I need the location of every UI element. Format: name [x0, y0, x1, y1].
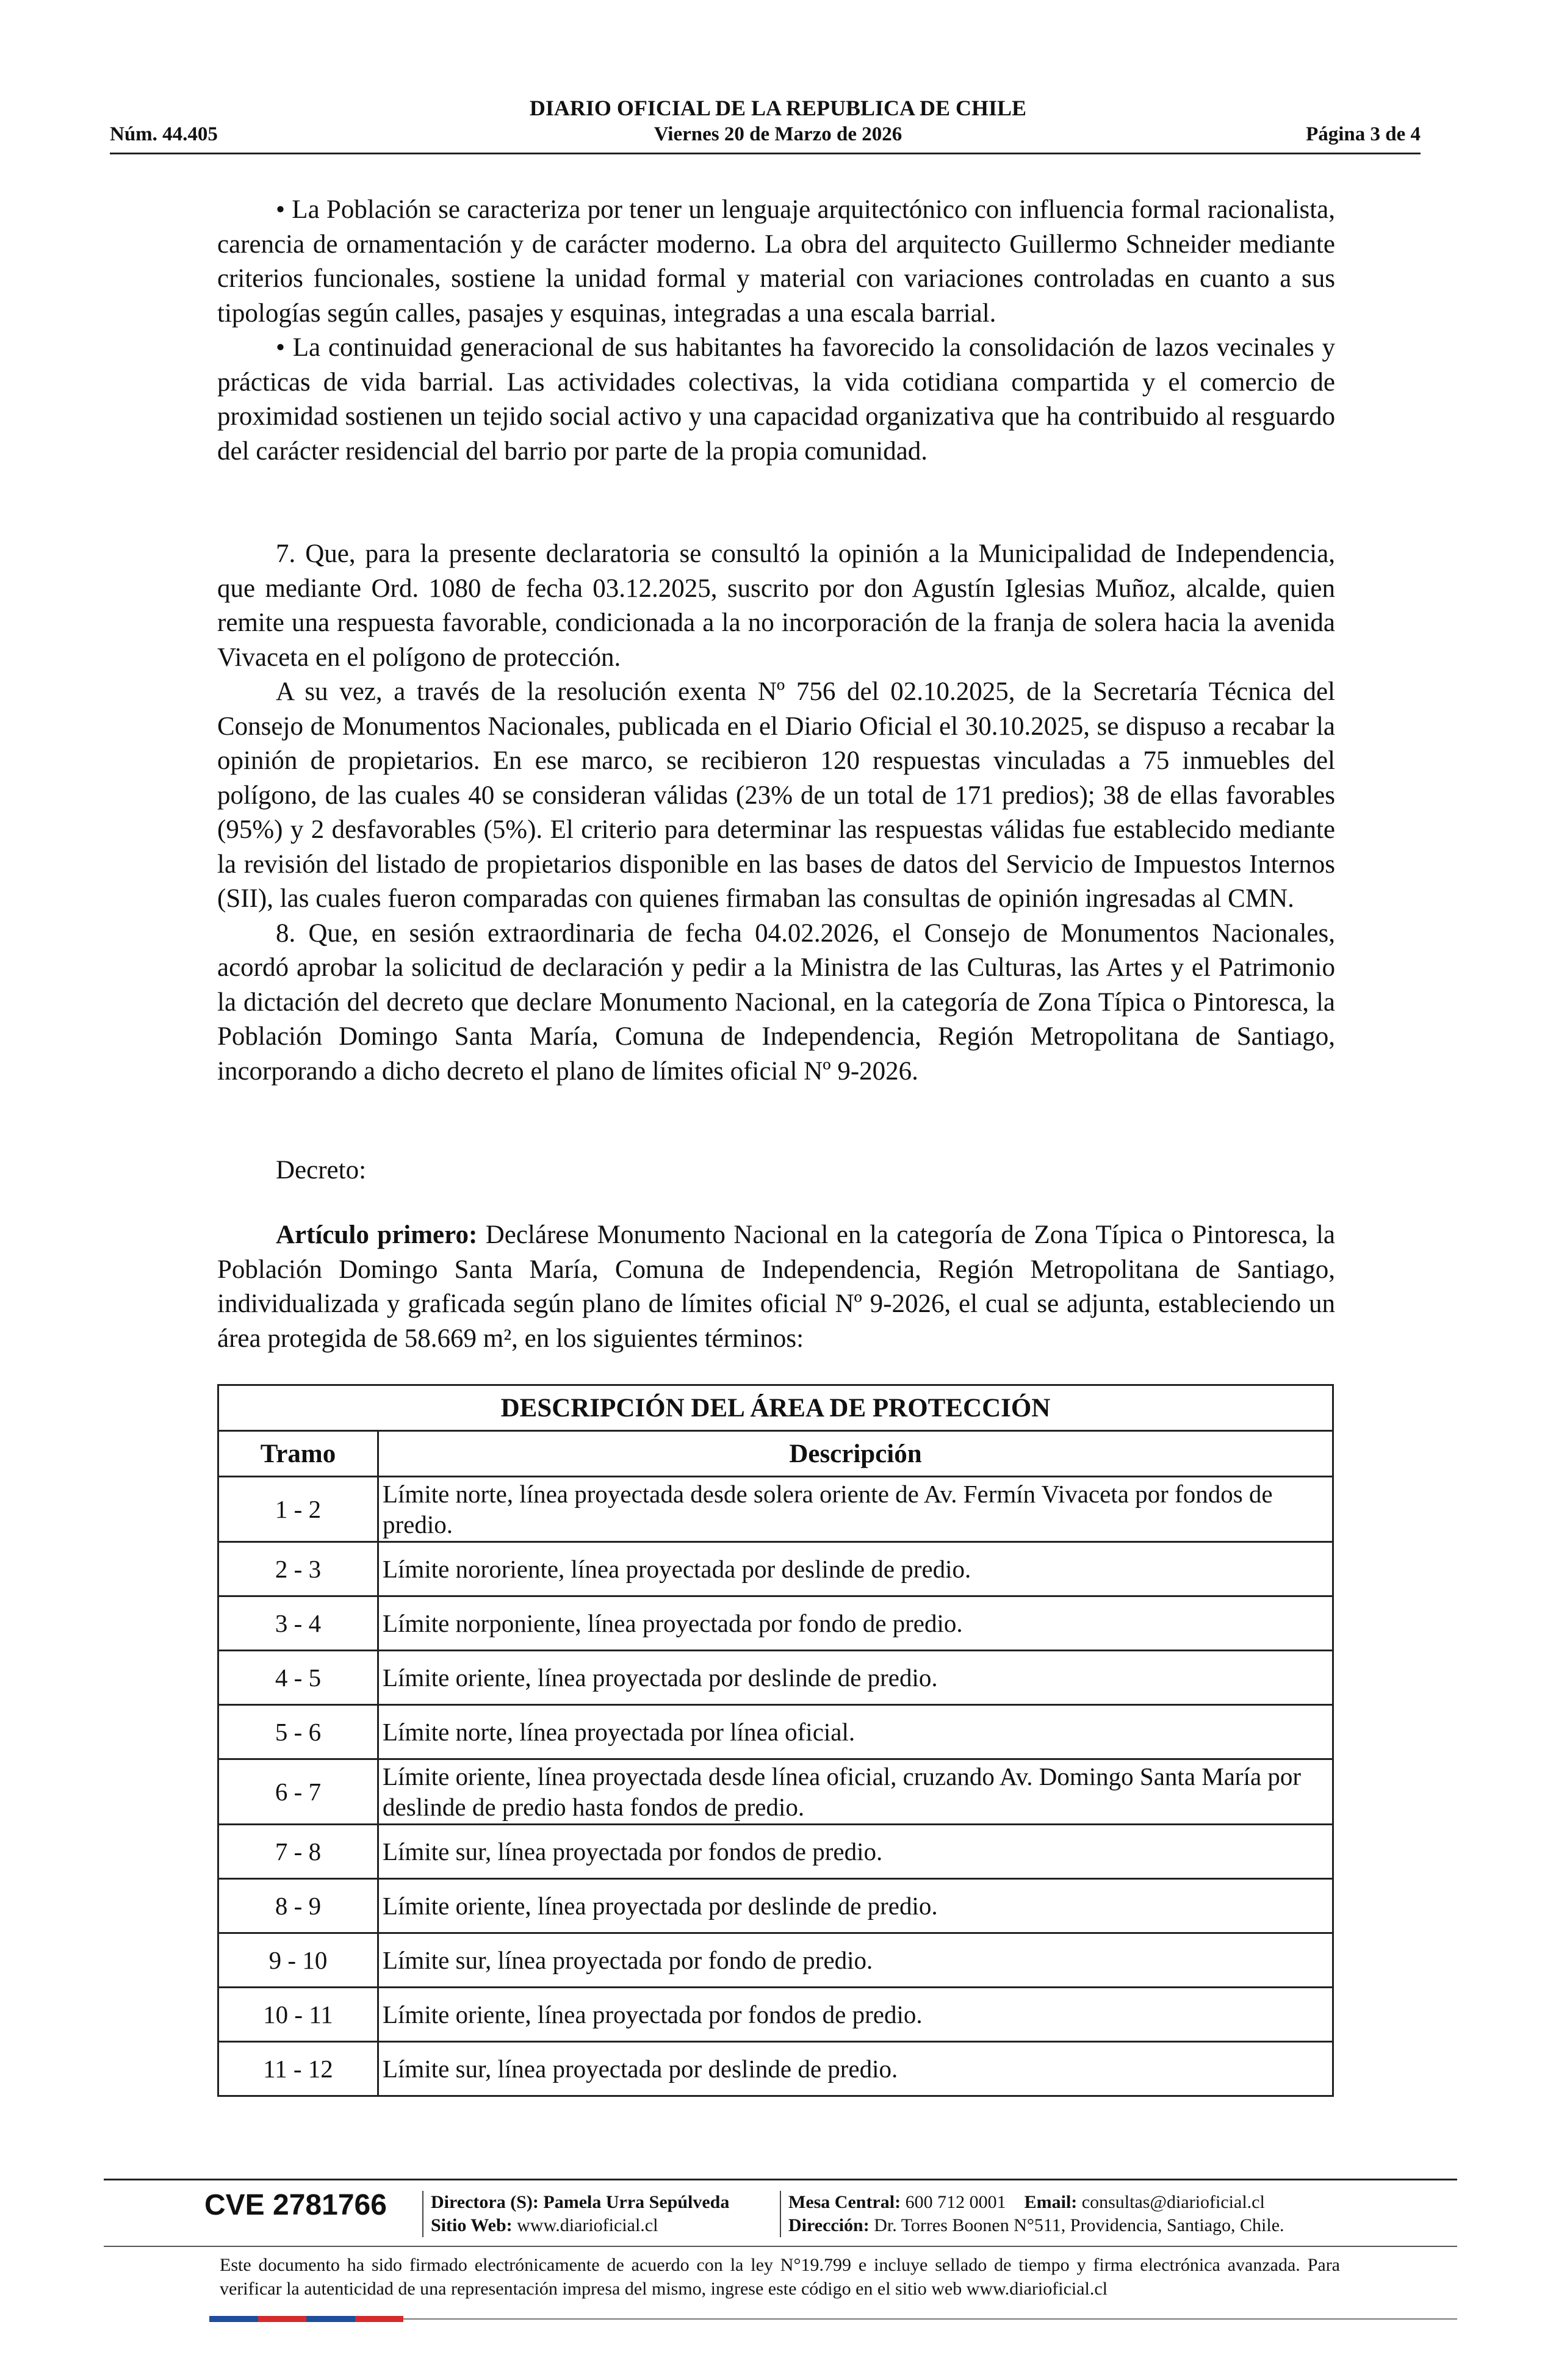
- article-label: Artículo primero:: [276, 1221, 478, 1249]
- stripe-segment: [306, 2316, 355, 2322]
- notice-divider: [104, 2246, 1457, 2247]
- table-row: [218, 1705, 1333, 1759]
- tramo-cell: 1 - 2: [218, 1477, 378, 1542]
- description-cell: Límite oriente, línea proyectada por deslinde de predio.: [378, 1651, 1333, 1705]
- footer-contact-left: [422, 2191, 729, 2237]
- bullet-list: [217, 193, 1335, 469]
- issue-number: Núm. 44.405: [110, 123, 218, 145]
- tramo-cell: 11 - 12: [218, 2042, 378, 2096]
- description-cell: Límite nororiente, línea proyectada por deslinde de predio.: [378, 1542, 1333, 1596]
- tramo-cell: 9 - 10: [218, 1933, 378, 1988]
- issue-date: Viernes 20 de Marzo de 2026: [654, 123, 902, 145]
- table-row: [218, 1759, 1333, 1825]
- article-first-paragraph: [217, 1218, 1335, 1356]
- description-cell: Límite oriente, línea proyectada por deslinde de predio.: [378, 1879, 1333, 1933]
- table-row: [218, 1477, 1333, 1542]
- website-label: Sitio Web:: [431, 2215, 513, 2235]
- tramo-cell: 10 - 11: [218, 1988, 378, 2042]
- footer-divider: [104, 2179, 1457, 2180]
- footer-contact-right: [780, 2191, 1284, 2237]
- table-row: [218, 1825, 1333, 1879]
- signature-notice: Este documento ha sido firmado electrónicamente de acuerdo con la ley N°19.799 e incluye sellado de tiempo y firma electrónica avanzada. Para verificar la autenticidad de una representación impresa del mismo, ingrese este código en el sitio web www.diarioficial.cl: [220, 2255, 1340, 2299]
- column-header-descripcion: Descripción: [378, 1431, 1333, 1477]
- website-line: [431, 2214, 729, 2237]
- decree-heading: Decreto:: [276, 1156, 367, 1185]
- email-label: Email:: [1024, 2192, 1078, 2212]
- paragraph-8: 8. Que, en sesión extraordinaria de fecha 04.02.2026, el Consejo de Monumentos Nacionales, acordó aprobar la solicitud de declaración y pedir a la Ministra de las Culturas, las Artes y el Patrimonio la dictación del decreto que declare Monumento Nacional, en la categoría de Zona Típica o Pintoresca, la Población Domingo Santa María, Comuna de Independencia, Región Metropolitana de Santiago, incorporando a dicho decreto el plano de límites oficial Nº 9-2026.: [217, 918, 1335, 1086]
- tramo-cell: 7 - 8: [218, 1825, 378, 1879]
- tramo-cell: 8 - 9: [218, 1879, 378, 1933]
- address-value: Dr. Torres Boonen N°511, Providencia, Santiago, Chile.: [869, 2215, 1284, 2235]
- header-divider: [110, 153, 1421, 154]
- phone-label: Mesa Central:: [788, 2192, 901, 2212]
- table-body: [218, 1477, 1333, 2096]
- table-row: [218, 1596, 1333, 1651]
- table-row: [218, 2042, 1333, 2096]
- address-line: [788, 2214, 1284, 2237]
- publication-title: DIARIO OFICIAL DE LA REPUBLICA DE CHILE: [529, 96, 1027, 120]
- table-header-row: [218, 1431, 1333, 1477]
- protection-area-table-wrap: [217, 1384, 1334, 2097]
- stripe-segment: [258, 2316, 307, 2322]
- description-cell: Límite sur, línea proyectada por fondos de predio.: [378, 1825, 1333, 1879]
- stripe-segment: [209, 2316, 258, 2322]
- page-header: [0, 0, 1556, 165]
- paragraph-7b: A su vez, a través de la resolución exenta Nº 756 del 02.10.2025, de la Secretaría Técnica del Consejo de Monumentos Nacionales, publicada en el Diario Oficial el 30.10.2025, se dispuso a recabar la opinión de propietarios. En ese marco, se recibieron 120 respuestas vinculadas a 75 inmuebles del polígono, de las cuales 40 se consideran válidas (23% de un total de 171 predios); 38 de ellas favorables (95%) y 2 desfavorables (5%). El criterio para determinar las respuestas válidas fue establecido mediante la revisión del listado de propietarios disponible en las bases de datos del Servicio de Impuestos Internos (SII), las cuales fueron comparadas con quienes firmaban las consultas de opinión ingresadas al CMN.: [217, 677, 1335, 913]
- flag-stripe: [209, 2316, 403, 2322]
- tramo-cell: 2 - 3: [218, 1542, 378, 1596]
- website-link[interactable]: www.diarioficial.cl: [512, 2215, 658, 2235]
- table-title: DESCRIPCIÓN DEL ÁREA DE PROTECCIÓN: [218, 1385, 1333, 1431]
- bullet-paragraph: • La Población se caracteriza por tener un lenguaje arquitectónico con influencia formal racionalista, carencia de ornamentación y de carácter moderno. La obra del arquitecto Guillermo Schneider mediante criterios funcionales, sostiene la unidad formal y material con variaciones controladas en cuanto a sus tipologías según calles, pasajes y esquinas, integradas a una escala barrial.: [217, 195, 1335, 328]
- cve-code: CVE 2781766: [204, 2189, 387, 2221]
- column-header-tramo: Tramo: [218, 1431, 378, 1477]
- phone-email-line: [788, 2191, 1284, 2214]
- paragraph-7: 7. Que, para la presente declaratoria se consultó la opinión a la Municipalidad de Independencia, que mediante Ord. 1080 de fecha 03.12.2025, suscrito por don Agustín Iglesias Muñoz, alcalde, quien remite una respuesta favorable, condicionada a la no incorporación de la franja de solera hacia la avenida Vivaceta en el polígono de protección.: [217, 539, 1335, 672]
- director-line: [431, 2191, 729, 2214]
- considerations-section: [217, 537, 1335, 1089]
- stripe-segment: [355, 2316, 404, 2322]
- table-row: [218, 1988, 1333, 2042]
- decree-heading-block: [217, 1153, 1335, 1188]
- tramo-cell: 4 - 5: [218, 1651, 378, 1705]
- director-label: Directora (S):: [431, 2192, 539, 2212]
- description-cell: Límite sur, línea proyectada por deslinde de predio.: [378, 2042, 1333, 2096]
- bottom-rule: [403, 2318, 1457, 2320]
- description-cell: Límite norponiente, línea proyectada por fondo de predio.: [378, 1596, 1333, 1651]
- article-first: [217, 1218, 1335, 1356]
- article-text: Declárese Monumento Nacional en la categoría de Zona Típica o Pintoresca, la Población Domingo Santa María, Comuna de Independencia, Región Metropolitana de Santiago, individualizada y graficada según plano de límites oficial Nº 9-2026, el cual se adjunta, estableciendo un área protegida de 58.669 m², en los siguientes términos:: [217, 1221, 1335, 1353]
- tramo-cell: 6 - 7: [218, 1759, 378, 1825]
- address-label: Dirección:: [788, 2215, 870, 2235]
- page-number: Página 3 de 4: [1306, 123, 1421, 145]
- description-cell: Límite norte, línea proyectada desde solera oriente de Av. Fermín Vivaceta por fondos de predio.: [378, 1477, 1333, 1542]
- table-row: [218, 1542, 1333, 1596]
- table-row: [218, 1651, 1333, 1705]
- description-cell: Límite sur, línea proyectada por fondo de predio.: [378, 1933, 1333, 1988]
- bullet-paragraph: • La continuidad generacional de sus habitantes ha favorecido la consolidación de lazos vecinales y prácticas de vida barrial. Las actividades colectivas, la vida cotidiana compartida y el comercio de proximidad sostienen un tejido social activo y una capacidad organizativa que ha contribuido al resguardo del carácter residencial del barrio por parte de la propia comunidad.: [217, 333, 1335, 466]
- table-row: [218, 1879, 1333, 1933]
- phone-value: 600 712 0001: [901, 2192, 1006, 2212]
- tramo-cell: 5 - 6: [218, 1705, 378, 1759]
- protection-area-table: [217, 1384, 1334, 2097]
- director-value: Pamela Urra Sepúlveda: [538, 2192, 730, 2212]
- tramo-cell: 3 - 4: [218, 1596, 378, 1651]
- description-cell: Límite norte, línea proyectada por línea oficial.: [378, 1705, 1333, 1759]
- description-cell: Límite oriente, línea proyectada por fondos de predio.: [378, 1988, 1333, 2042]
- table-row: [218, 1933, 1333, 1988]
- email-link[interactable]: consultas@diarioficial.cl: [1077, 2192, 1265, 2212]
- description-cell: Límite oriente, línea proyectada desde línea oficial, cruzando Av. Domingo Santa María por deslinde de predio hasta fondos de predio.: [378, 1759, 1333, 1825]
